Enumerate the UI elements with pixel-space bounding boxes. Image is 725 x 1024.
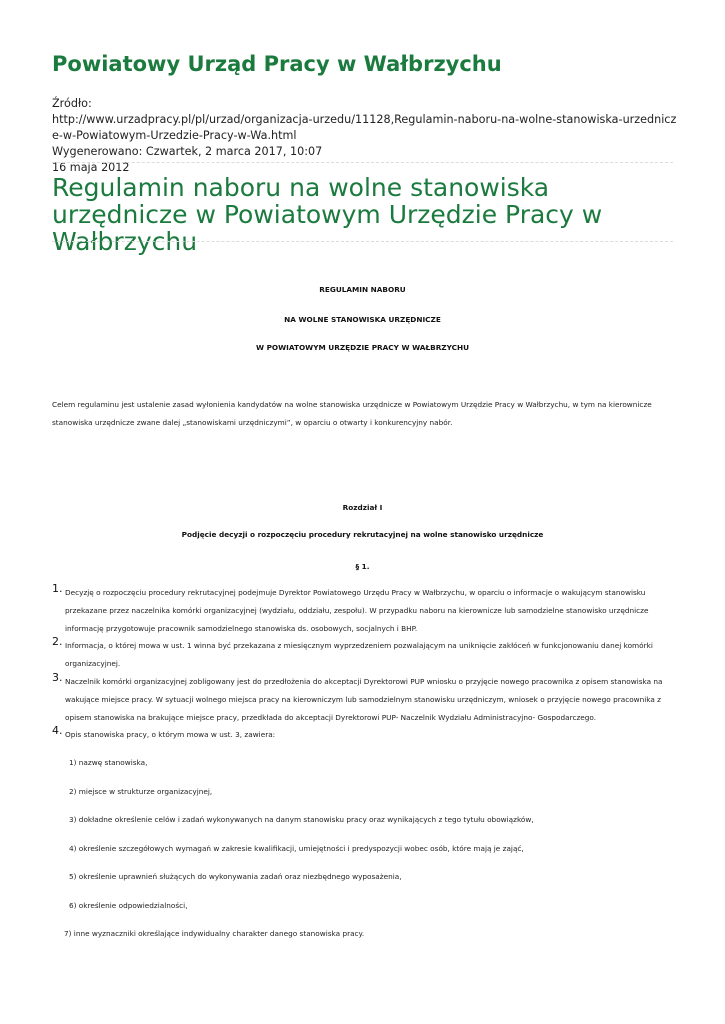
source-url: http://www.urzadpracy.pl/pl/urzad/organizacja-urzedu/11128,Regulamin-naboru-na-wolne-stanowiska-urzednicze-w-Powiatowym-Urzedzie-Pracy-w-Wa.html (52, 113, 677, 142)
publication-date: 16 maja 2012 (52, 161, 130, 174)
sub-list-item: 4) określenie szczegółowych wymagań w zakresie kwalifikacji, umiejętności i predyspozycji wobec osób, które mają je zająć, (69, 844, 524, 853)
regulation-heading: REGULAMIN NABORU (319, 285, 406, 294)
sub-list-item: 1) nazwę stanowiska, (69, 758, 148, 767)
sub-list-item: 6) określenie odpowiedzialności, (69, 901, 188, 910)
sub-list-item: 3) dokładne określenie celów i zadań wykonywanych na danym stanowisku pracy oraz wynikających z tego tytułu obowiązków, (69, 815, 534, 824)
divider (52, 162, 673, 163)
sub-list-item: 2) miejsce w strukturze organizacyjnej, (69, 787, 213, 796)
generated-timestamp: Wygenerowano: Czwartek, 2 marca 2017, 10:07 (52, 145, 323, 158)
article-title: Regulamin naboru na wolne stanowiska urzędnicze w Powiatowym Urzędzie Pracy w Wałbrzychu (52, 173, 603, 256)
sub-list-item: 7) inne wyznaczniki określające indywidualny charakter danego stanowiska pracy. (64, 929, 365, 938)
intro-paragraph: Celem regulaminu jest ustalenie zasad wyłonienia kandydatów na wolne stanowiska urzędnicze w Powiatowym Urzędzie Pracy w Wałbrzychu, w tym na kierownicze stanowiska urzędnicze zwane dalej „stanowiskami urzędniczymi”, w oparciu o otwarty i konkurencyjny nabór. (52, 400, 652, 427)
chapter-heading: Rozdział I (342, 503, 383, 512)
chapter-title: Podjęcie decyzji o rozpoczęciu procedury rekrutacyjnej na wolne stanowisko urzędnicze (181, 530, 544, 539)
document-meta (52, 96, 677, 176)
divider (52, 241, 673, 242)
regulation-subheading: W POWIATOWYM URZĘDZIE PRACY W WAŁBRZYCHU (255, 343, 470, 352)
source-label: Źródło: (52, 97, 92, 110)
section-heading: § 1. (355, 562, 370, 571)
regulation-subheading: NA WOLNE STANOWISKA URZĘDNICZE (284, 315, 441, 324)
site-title: Powiatowy Urząd Pracy w Wałbrzychu (52, 52, 502, 76)
sub-list-item: 5) określenie uprawnień służących do wykonywania zadań oraz niezbędnego wyposażenia, (69, 872, 402, 881)
